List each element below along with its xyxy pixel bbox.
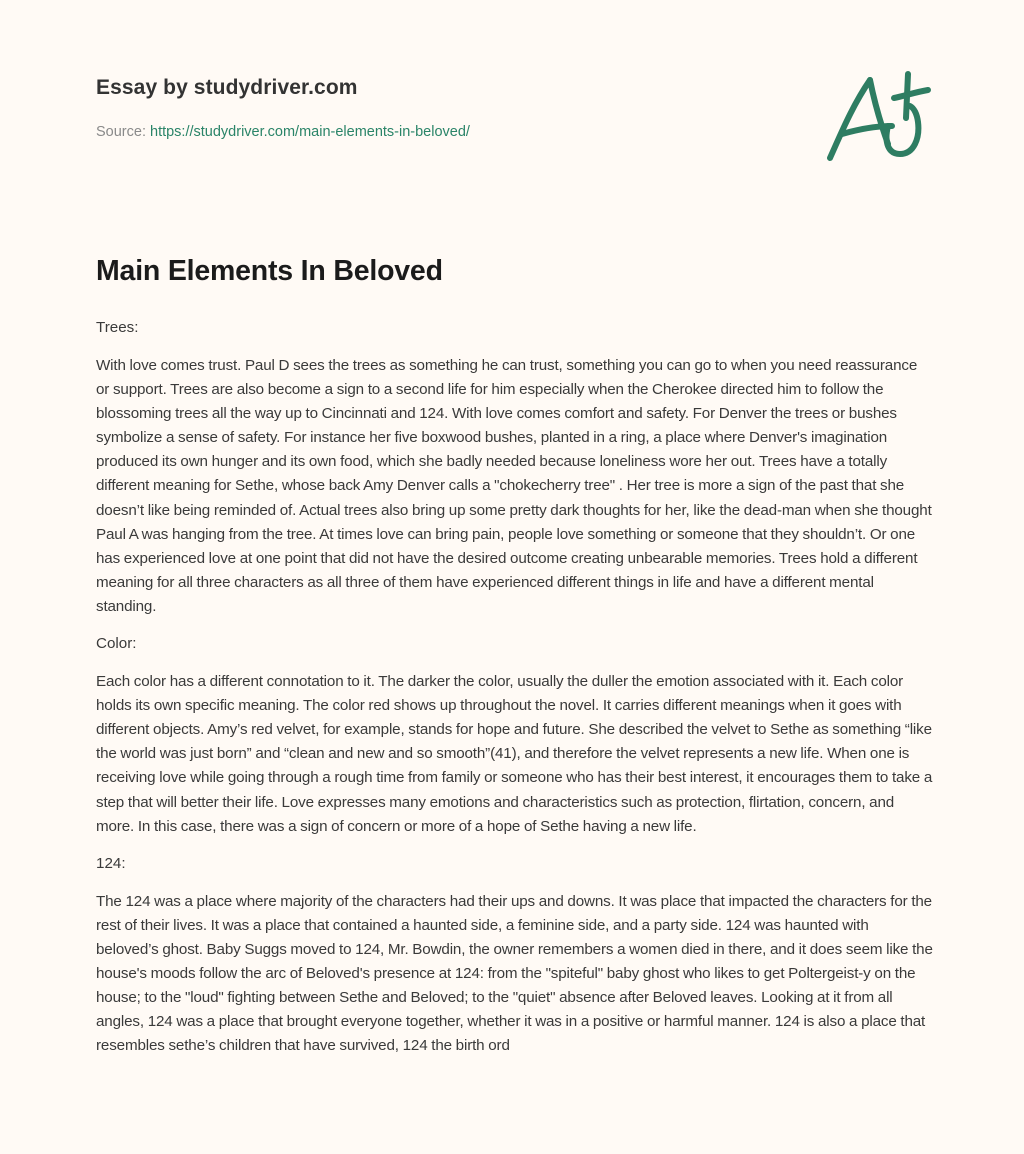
section-label-trees: Trees: — [96, 319, 139, 336]
section-paragraph-color: Each color has a different connotation to it. The darker the color, usually the duller the emotion associated with it. Each color holds its own specific meaning. The color red shows up throughout the novel. It carries different meanings when it goes with different objects. Amy’s red velvet, for example, stands for hope and future. She described the velvet to Sethe as something “like the world was just born” and “clean and new and so smooth”(41), and therefore the velvet represents a new life. When one is receiving love while going through a rough time from family or someone who has their best interest, it encourages them to take a step that will better their life. Love expresses many emotions and characteristics such as protection, flirtation, concern, and more. In this case, there was a sign of concern or more of a hope of Sethe having a new life. — [96, 673, 933, 835]
section-paragraph-124: The 124 was a place where majority of the characters had their ups and downs. It was place that impacted the characters for the rest of their lives. It was a place that contained a haunted side, a feminine side, and a party side. 124 was haunted with beloved’s ghost. Baby Suggs moved to 124, Mr. Bowdin, the owner remembers a women died in there, and it does seem like the house's moods follow the arc of Beloved's presence at 124: from the "spiteful" baby ghost who likes to get Poltergeist-y on the house; to the "loud" fighting between Sethe and Beloved; to the "quiet" absence after Beloved leaves. Looking at it from all angles, 124 was a place that brought everyone together, whether it was in a positive or harmful manner. 124 is also a place that resembles sethe’s children that have survived, 124 the birth ord — [96, 892, 933, 1055]
site-title: Essay by studydriver.com — [96, 76, 358, 99]
source-label: Source: — [96, 124, 150, 140]
source-link[interactable]: https://studydriver.com/main-elements-in-beloved/ — [150, 124, 470, 140]
page-header — [96, 76, 936, 140]
section-label-color: Color: — [96, 635, 137, 653]
essay-title: Main Elements In Beloved — [96, 255, 443, 287]
section-paragraph-trees: With love comes trust. Paul D sees the trees as something he can trust, something you can go to when you need reassurance or support. Trees are also become a sign to a second life for him especially when the Cherokee directed him to follow the blossoming trees all the way up to Cincinnati and 124. With love comes comfort and safety. For Denver the trees or bushes symbolize a sense of safety. For instance her five boxwood bushes, planted in a ring, a place where Denver's imagination produced its own hunger and its own food, which she badly needed because loneliness wore her out. Trees have a totally different meaning for Sethe, whose back Amy Denver calls a "chokecherry tree" . Her tree is more a sign of the past that she doesn’t like being reminded of. Actual trees also bring up some pretty dark thoughts for her, like the dead-man when she thought Paul A was hanging from the tree. At times love can bring pain, people love something or someone that they shouldn’t. Or one has experienced love at one point that did not have the desired outcome creating unbearable memories. Trees hold a different meaning for all three characters as all three of them have experienced different things in life and have a different mental standing. — [96, 357, 932, 615]
a-plus-grade-icon — [818, 66, 934, 166]
essay-content — [96, 255, 934, 1071]
source-line — [96, 124, 470, 140]
section-label-124: 124: — [96, 854, 126, 872]
